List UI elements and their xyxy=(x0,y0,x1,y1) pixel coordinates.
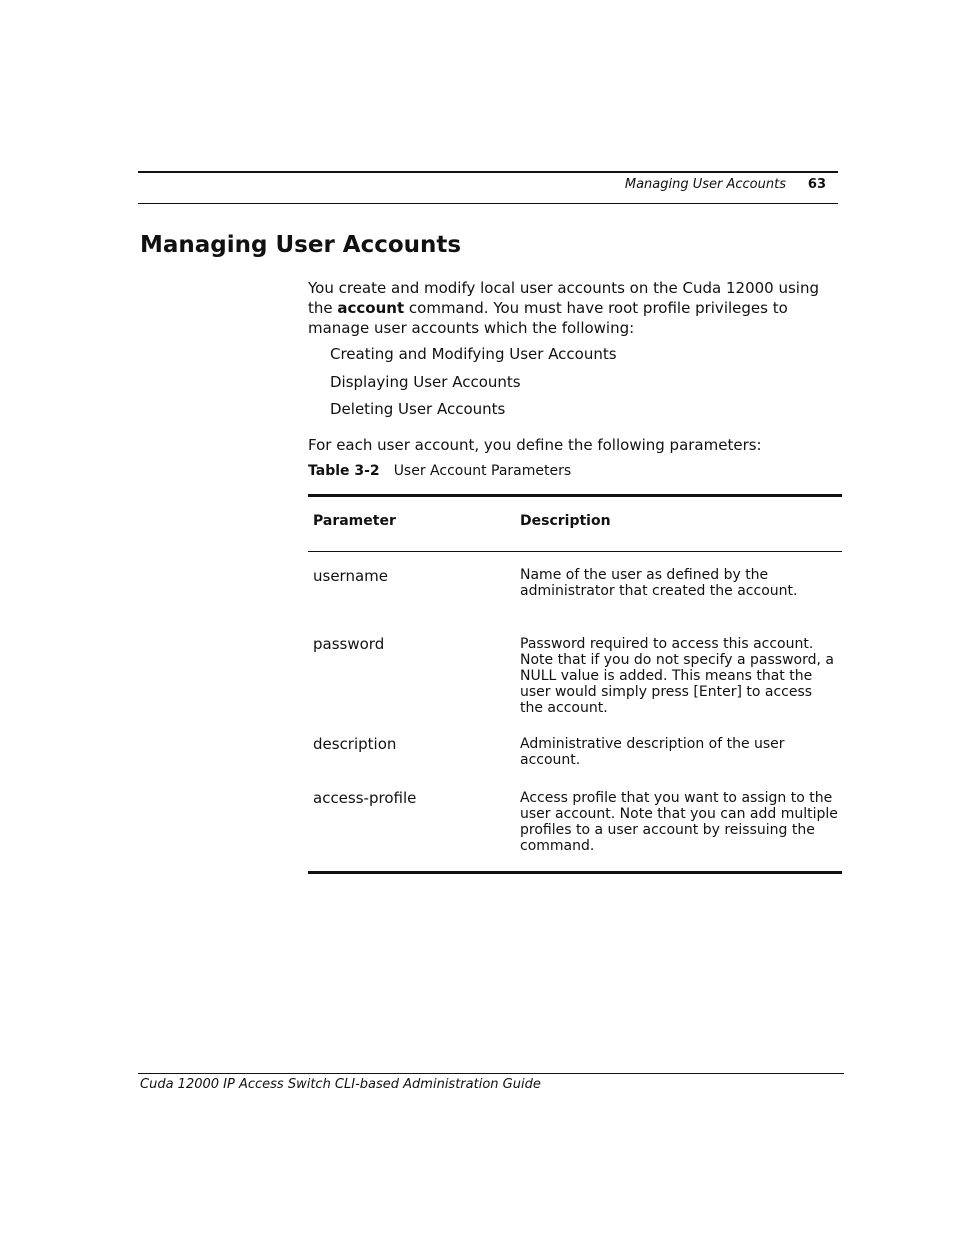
list-item: Creating and Modifying User Accounts xyxy=(330,345,617,363)
table-row-description: Access profile that you want to assign to the user account. Note that you can add multiple profiles to a user account by reissuing the command. xyxy=(520,790,838,854)
header-bottom-rule xyxy=(138,203,838,204)
table-row-parameter: description xyxy=(313,735,397,753)
column-header-description: Description xyxy=(520,513,611,529)
table-row-parameter: username xyxy=(313,567,388,585)
list-item: Deleting User Accounts xyxy=(330,400,506,418)
column-header-parameter: Parameter xyxy=(313,513,396,529)
list-item: Displaying User Accounts xyxy=(330,373,521,391)
table-top-rule xyxy=(308,494,842,497)
intro-paragraph xyxy=(308,278,838,338)
footer-rule xyxy=(138,1073,844,1074)
page-number: 63 xyxy=(807,177,826,192)
intro-text-after: command. You must have root profile privileges to manage user accounts which the following: xyxy=(308,299,788,337)
header-top-rule xyxy=(138,171,838,173)
running-header-title: Managing User Accounts xyxy=(624,177,786,192)
table-row-description: Name of the user as defined by the administrator that created the account. xyxy=(520,567,798,599)
table-row-description: Password required to access this account. Note that if you do not specify a password, a NULL value is added. This means that the user would simply press [Enter] to access the account. xyxy=(520,636,834,716)
table-row-description: Administrative description of the user account. xyxy=(520,736,785,768)
table-bottom-rule xyxy=(308,871,842,874)
command-keyword: account xyxy=(337,299,405,317)
footer-guide-title: Cuda 12000 IP Access Switch CLI-based Administration Guide xyxy=(140,1077,541,1092)
table-header-rule xyxy=(308,551,842,552)
table-row-parameter: access-profile xyxy=(313,789,417,807)
table-caption xyxy=(308,463,571,479)
table-caption-text: User Account Parameters xyxy=(393,463,572,479)
table-number: Table 3-2 xyxy=(308,463,380,479)
table-lead-in: For each user account, you define the following parameters: xyxy=(308,436,762,454)
table-row-parameter: password xyxy=(313,635,385,653)
intro-text-before: You create and modify local user accounts on the Cuda 12000 using the xyxy=(308,279,819,317)
page-title: Managing User Accounts xyxy=(140,232,462,258)
